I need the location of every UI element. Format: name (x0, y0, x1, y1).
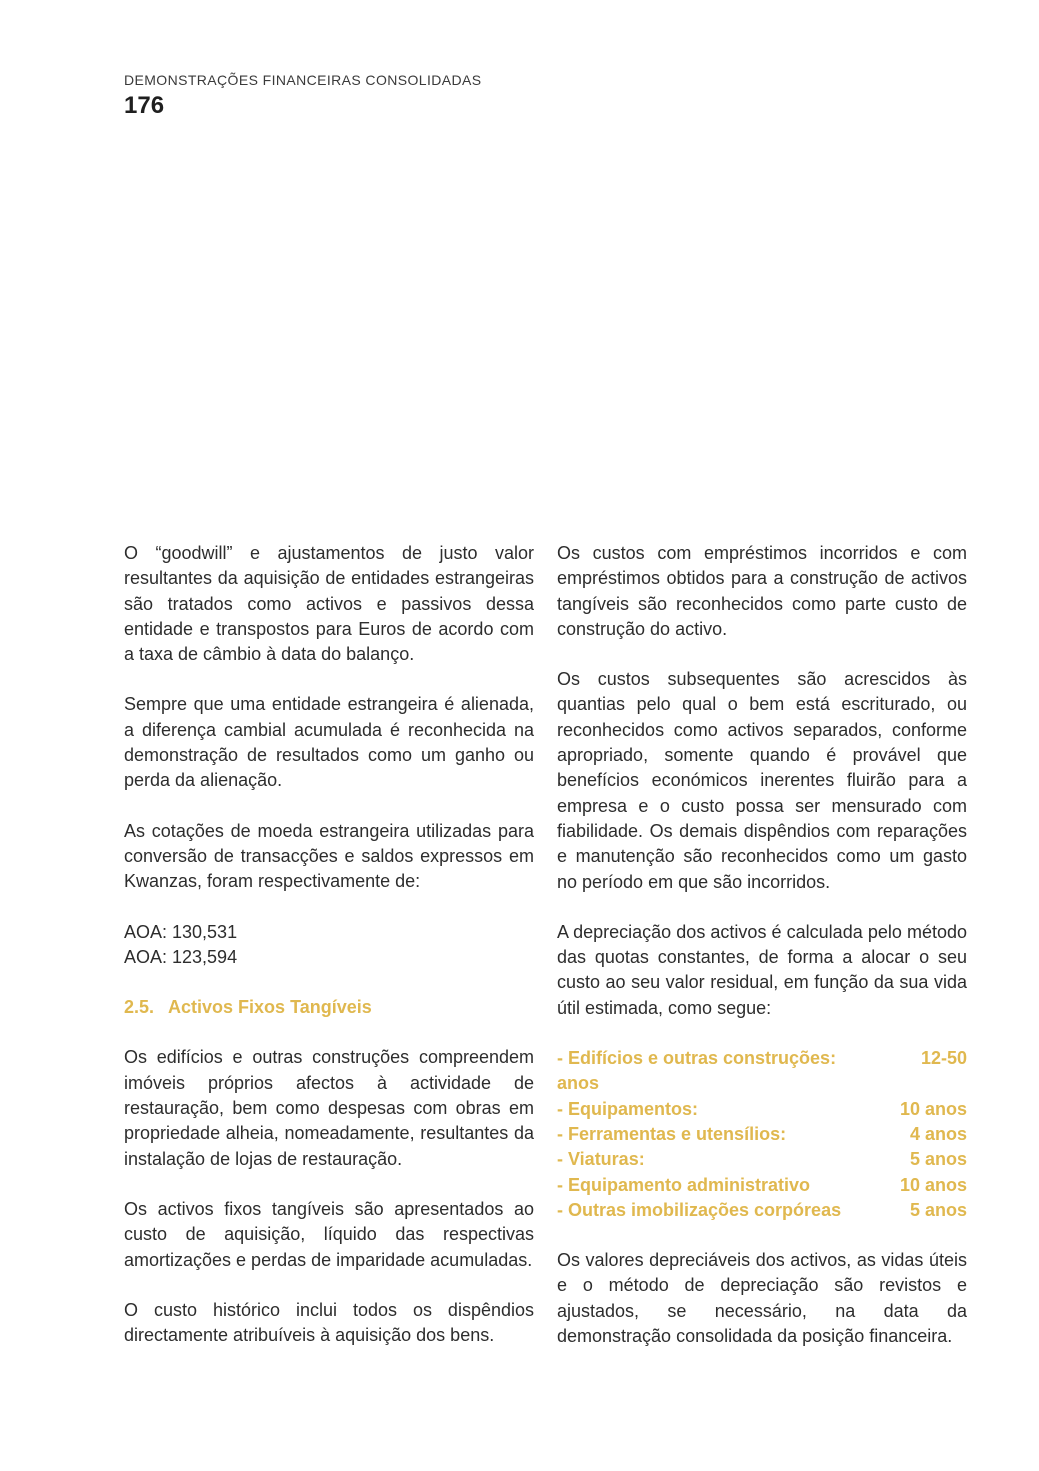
page-header (124, 71, 481, 121)
depreciation-value: 12-50 (920, 1048, 967, 1069)
section-heading-number: 2.5. (124, 997, 155, 1018)
depreciation-label: - Equipamentos: (557, 1098, 699, 1119)
depreciation-row (557, 1046, 967, 1097)
paragraph-alienation: Sempre que uma entidade estrangeira é alienada, a diferença cambial acumulada é reconhecida na demonstração de resultados como um ganho ou perda da alienação. (124, 694, 534, 791)
depreciation-value: 5 anos (909, 1199, 967, 1220)
depreciation-row (557, 1198, 967, 1223)
paragraph-exchange-rates: As cotações de moeda estrangeira utilizadas para conversão de transacções e saldos expressos em Kwanzas, foram respectivamente de: (124, 820, 534, 892)
depreciation-value-suffix: anos (557, 1073, 600, 1094)
paragraph-depreciable-values: Os valores depreciáveis dos activos, as vidas úteis e o método de depreciação são revistos e ajustados, se necessário, na data da demonstração consolidada da posição financeira. (557, 1250, 967, 1347)
paragraph-subsequent-costs: Os custos subsequentes são acrescidos às quantias pelo qual o bem está escriturado, ou reconhecidos como activos separados, conforme apropriado, somente quando é provável que benefícios económicos inerentes fluirão para a empresa e o custo possa ser mensurado com fiabilidade. Os demais dispêndios com reparações e manutenção são reconhecidos como um gasto no período em que são incorridos. (557, 669, 967, 892)
right-column (557, 541, 967, 1374)
exchange-rate-item: AOA: 123,594 (124, 946, 238, 967)
section-title: DEMONSTRAÇÕES FINANCEIRAS CONSOLIDADAS (124, 72, 482, 88)
left-column (124, 541, 534, 1373)
depreciation-value: 10 anos (899, 1098, 967, 1119)
section-heading-title: Activos Fixos Tangíveis (168, 997, 372, 1018)
depreciation-label: - Edifícios e outras construções: (557, 1048, 837, 1069)
depreciation-value: 4 anos (909, 1123, 967, 1144)
depreciation-row (557, 1147, 967, 1172)
depreciation-label: - Ferramentas e utensílios: (557, 1123, 787, 1144)
depreciation-row (557, 1097, 967, 1122)
exchange-rate-item: AOA: 130,531 (124, 921, 238, 942)
depreciation-label: - Outras imobilizações corpóreas (557, 1199, 842, 1220)
depreciation-row (557, 1122, 967, 1147)
depreciation-label: - Viaturas: (557, 1149, 645, 1170)
paragraph-depreciation-method: A depreciação dos activos é calculada pelo método das quotas constantes, de forma a alocar o seu custo ao seu valor residual, em função da sua vida útil estimada, como segue: (557, 921, 967, 1018)
paragraph-historical-cost: O custo histórico inclui todos os dispêndios directamente atribuíveis à aquisição dos bens. (124, 1299, 534, 1346)
paragraph-borrowing-costs: Os custos com empréstimos incorridos e com empréstimos obtidos para a construção de activos tangíveis são reconhecidos como parte custo de construção do activo. (557, 543, 967, 639)
paragraph-acquisition-cost: Os activos fixos tangíveis são apresentados ao custo de aquisição, líquido das respectivas amortizações e perdas de imparidade acumuladas. (124, 1198, 534, 1270)
depreciation-label: - Equipamento administrativo (557, 1174, 811, 1195)
paragraph-goodwill: O “goodwill” e ajustamentos de justo valor resultantes da aquisição de entidades estrangeiras são tratados como activos e passivos dessa entidade e transpostos para Euros de acordo com a taxa de câmbio à data do balanço. (124, 543, 534, 665)
depreciation-row (557, 1173, 967, 1198)
paragraph-buildings: Os edifícios e outras construções compreendem imóveis próprios afectos à actividade de restauração, bem como despesas com obras em propriedade alheia, nomeadamente, resultantes da instalação de lojas de restauração. (124, 1047, 534, 1169)
exchange-rate-list (124, 920, 534, 971)
section-heading (124, 995, 534, 1020)
page-number: 176 (124, 92, 165, 119)
depreciation-list (557, 1046, 967, 1223)
depreciation-value: 10 anos (899, 1174, 967, 1195)
depreciation-value: 5 anos (909, 1149, 967, 1170)
